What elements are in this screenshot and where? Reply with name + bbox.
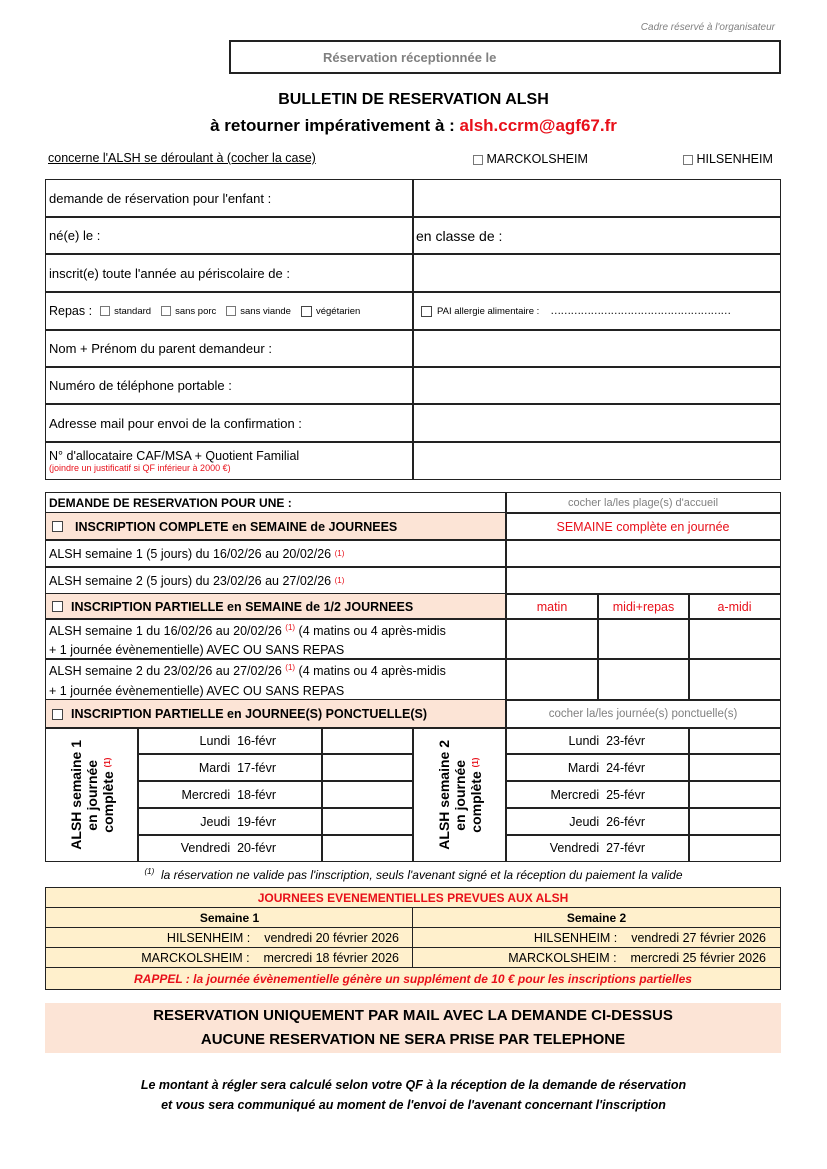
vertical-line: en journée bbox=[84, 759, 100, 830]
punctual-days-hint: cocher la/les journée(s) ponctuelle(s) bbox=[505, 699, 781, 729]
week1-midi-check[interactable] bbox=[597, 618, 690, 660]
checkbox-icon[interactable] bbox=[683, 155, 693, 165]
day-row bbox=[505, 807, 690, 836]
day-date: 20-févr bbox=[237, 841, 276, 855]
col-matin: matin bbox=[505, 593, 599, 620]
week-detail: (4 matins ou 4 après-midis bbox=[295, 624, 446, 639]
week-detail: (4 matins ou 4 après-midis bbox=[295, 664, 446, 679]
footnote-ref: (1) bbox=[103, 756, 112, 767]
week-label: ALSH semaine 1 (5 jours) du 16/02/26 au 20/02/26 bbox=[49, 546, 332, 561]
location-label: concerne l'ALSH se déroulant à (cocher la case) bbox=[48, 151, 316, 165]
location-option-label: HILSENHEIM bbox=[696, 152, 773, 166]
return-instruction bbox=[0, 116, 827, 136]
footnote bbox=[0, 867, 827, 882]
banner-line-2: AUCUNE RESERVATION NE SERA PRISE PAR TELEPHONE bbox=[200, 1031, 626, 1048]
event-date: vendredi 20 février 2026 bbox=[264, 931, 399, 945]
class-label: en classe de : bbox=[416, 227, 503, 244]
day-name: Jeudi bbox=[200, 814, 231, 829]
parent-name-label: Nom + Prénom du parent demandeur : bbox=[45, 329, 414, 368]
day-check[interactable] bbox=[688, 753, 781, 782]
day-row bbox=[137, 780, 323, 809]
half-day-checkbox[interactable] bbox=[52, 601, 63, 612]
day-row bbox=[137, 753, 323, 782]
half-day-row bbox=[45, 658, 507, 701]
vertical-line: complète bbox=[467, 770, 484, 833]
day-check[interactable] bbox=[321, 753, 414, 782]
vertical-line: complète bbox=[100, 770, 116, 833]
half-day-option[interactable] bbox=[45, 593, 507, 620]
child-name-label: demande de réservation pour l'enfant : bbox=[45, 179, 414, 218]
event-place: MARCKOLSHEIM : bbox=[508, 951, 617, 965]
vertical-line: ALSH semaine 1 bbox=[68, 739, 84, 850]
location-option-marckolsheim[interactable] bbox=[473, 152, 588, 166]
pai-row bbox=[412, 291, 781, 331]
complete-week2-check[interactable] bbox=[505, 566, 781, 595]
meal-no-pork-checkbox[interactable] bbox=[161, 306, 171, 316]
week1-matin-check[interactable] bbox=[505, 618, 599, 660]
week-detail-2: + 1 journée évènementielle) AVEC OU SANS REPAS bbox=[49, 643, 345, 658]
week1-vertical-label bbox=[45, 727, 139, 862]
day-check[interactable] bbox=[688, 834, 781, 862]
complete-week-row bbox=[45, 539, 507, 568]
footnote-text: la réservation ne valide pas l'inscription, seuls l'avenant signé et la réception du paiement la valide bbox=[160, 868, 683, 882]
events-week1-header: Semaine 1 bbox=[45, 907, 414, 929]
complete-week1-check[interactable] bbox=[505, 539, 781, 568]
pai-field[interactable]: ……………………………………………… bbox=[550, 305, 731, 317]
week-detail-2: + 1 journée évènementielle) AVEC OU SANS REPAS bbox=[49, 683, 345, 698]
day-date: 24-févr bbox=[606, 760, 645, 775]
day-row bbox=[505, 780, 690, 809]
day-check[interactable] bbox=[321, 780, 414, 809]
day-row bbox=[505, 753, 690, 782]
day-row bbox=[137, 727, 323, 755]
day-date: 19-févr bbox=[237, 814, 276, 829]
caf-note: (joindre un justificatif si QF inférieur à 2000 €) bbox=[49, 462, 231, 473]
day-name: Mercredi bbox=[181, 787, 231, 802]
mail-only-banner bbox=[45, 1003, 781, 1053]
events-title: JOURNEES EVENEMENTIELLES PREVUES AUX ALSH bbox=[45, 887, 781, 909]
complete-week-row bbox=[45, 566, 507, 595]
day-check[interactable] bbox=[321, 834, 414, 862]
day-date: 27-févr bbox=[606, 841, 645, 855]
caf-field[interactable] bbox=[412, 441, 781, 480]
day-check[interactable] bbox=[321, 807, 414, 836]
day-date: 23-févr bbox=[606, 734, 645, 748]
periscolaire-label: inscrit(e) toute l'année au périscolaire de : bbox=[45, 253, 414, 293]
child-name-field[interactable] bbox=[412, 179, 781, 218]
punctual-days-title: INSCRIPTION PARTIELLE en JOURNEE(S) PONCTUELLE(S) bbox=[71, 707, 428, 721]
checkbox-icon[interactable] bbox=[473, 155, 483, 165]
received-date-box[interactable] bbox=[229, 40, 781, 74]
email-field[interactable] bbox=[412, 403, 781, 443]
closing-line-2: et vous sera communiqué au moment de l'envoi de l'avenant concernant l'inscription bbox=[161, 1098, 666, 1112]
day-name: Jeudi bbox=[569, 814, 600, 829]
col-midi-repas: midi+repas bbox=[597, 593, 690, 620]
event-place: HILSENHEIM : bbox=[533, 931, 618, 945]
half-day-row bbox=[45, 618, 507, 660]
week1-vertical-text bbox=[68, 740, 116, 850]
week2-vertical-label bbox=[412, 727, 507, 862]
day-name: Mercredi bbox=[550, 787, 600, 802]
col-a-midi: a-midi bbox=[688, 593, 781, 620]
event-place: MARCKOLSHEIM : bbox=[141, 951, 250, 965]
week1-amidi-check[interactable] bbox=[688, 618, 781, 660]
week-label: ALSH semaine 2 du 23/02/26 au 27/02/26 bbox=[49, 664, 282, 679]
reservation-header: DEMANDE DE RESERVATION POUR UNE : bbox=[45, 492, 507, 514]
day-row bbox=[137, 807, 323, 836]
phone-label: Numéro de téléphone portable : bbox=[45, 366, 414, 405]
meals-label: Repas : bbox=[49, 304, 93, 318]
punctual-days-option[interactable] bbox=[45, 699, 507, 729]
meal-vegetarian-checkbox[interactable] bbox=[301, 306, 312, 317]
pai-label: PAI allergie alimentaire : bbox=[437, 305, 540, 317]
page-title: BULLETIN DE RESERVATION ALSH bbox=[278, 91, 549, 108]
day-date: 25-févr bbox=[606, 787, 645, 802]
footnote-ref: (1) bbox=[334, 549, 345, 558]
meal-vegetarian-label: végétarien bbox=[315, 305, 361, 317]
closing-line-1: Le montant à régler sera calculé selon votre QF à la réception de la demande de réservation bbox=[140, 1078, 687, 1092]
event-place: HILSENHEIM : bbox=[166, 931, 251, 945]
meal-no-meat-checkbox[interactable] bbox=[226, 306, 236, 316]
punctual-days-checkbox[interactable] bbox=[52, 709, 63, 720]
complete-week-option[interactable] bbox=[45, 512, 507, 541]
periscolaire-field[interactable] bbox=[412, 253, 781, 293]
return-label: à retourner impérativement à : bbox=[210, 116, 460, 135]
day-name: Vendredi bbox=[180, 841, 231, 855]
day-name: Vendredi bbox=[549, 841, 600, 855]
vertical-line: en journée bbox=[451, 759, 468, 830]
footnote-ref: (1) bbox=[285, 663, 296, 673]
organizer-note: Cadre réservé à l'organisateur bbox=[640, 22, 775, 33]
footnote-ref: (1) bbox=[285, 622, 296, 632]
location-option-label: MARCKOLSHEIM bbox=[486, 152, 588, 166]
day-name: Mardi bbox=[567, 760, 600, 775]
footnote-ref: (1) bbox=[470, 756, 480, 767]
day-row bbox=[505, 727, 690, 755]
caf-label-cell bbox=[45, 441, 414, 480]
day-check[interactable] bbox=[321, 727, 414, 755]
caf-label: N° d'allocataire CAF/MSA + Quotient Familial bbox=[49, 448, 300, 463]
day-name: Mardi bbox=[198, 760, 231, 775]
day-date: 17-févr bbox=[237, 760, 276, 775]
day-check[interactable] bbox=[688, 807, 781, 836]
class-field[interactable] bbox=[412, 216, 781, 255]
complete-week-column: SEMAINE complète en journée bbox=[505, 512, 781, 541]
event-entry bbox=[45, 947, 414, 969]
closing-note bbox=[0, 1075, 827, 1115]
day-row bbox=[137, 834, 323, 862]
parent-name-field[interactable] bbox=[412, 329, 781, 368]
vertical-line: ALSH semaine 2 bbox=[435, 739, 452, 850]
email-label: Adresse mail pour envoi de la confirmation : bbox=[45, 403, 414, 443]
meal-no-pork-label: sans porc bbox=[175, 305, 217, 317]
day-date: 18-févr bbox=[237, 787, 276, 802]
day-date: 26-févr bbox=[606, 814, 645, 829]
day-check[interactable] bbox=[688, 727, 781, 755]
location-option-hilsenheim[interactable] bbox=[683, 152, 773, 166]
complete-week-checkbox[interactable] bbox=[52, 521, 63, 532]
pai-checkbox[interactable] bbox=[421, 306, 432, 317]
meals-row bbox=[45, 291, 414, 331]
week2-vertical-text bbox=[436, 740, 484, 850]
complete-week-title: INSCRIPTION COMPLETE en SEMAINE de JOURNEES bbox=[75, 519, 398, 534]
meal-no-meat-label: sans viande bbox=[240, 305, 291, 317]
footnote-ref: (1) bbox=[334, 576, 345, 585]
meal-standard-label: standard bbox=[114, 305, 152, 317]
half-day-title: INSCRIPTION PARTIELLE en SEMAINE de 1/2 JOURNEES bbox=[71, 599, 414, 614]
week2-midi-check[interactable] bbox=[597, 658, 690, 701]
week2-matin-check[interactable] bbox=[505, 658, 599, 701]
received-date-label: Réservation réceptionnée le bbox=[323, 50, 497, 65]
event-date: mercredi 25 février 2026 bbox=[630, 951, 766, 965]
events-reminder: RAPPEL : la journée évènementielle génère un supplément de 10 € pour les inscriptions partielles bbox=[45, 967, 781, 990]
day-name: Lundi bbox=[568, 734, 600, 748]
day-row bbox=[505, 834, 690, 862]
footnote-mark: (1) bbox=[144, 867, 155, 876]
week2-amidi-check[interactable] bbox=[688, 658, 781, 701]
phone-field[interactable] bbox=[412, 366, 781, 405]
event-entry bbox=[45, 927, 414, 949]
day-name: Lundi bbox=[199, 734, 231, 748]
events-week2-header: Semaine 2 bbox=[412, 907, 781, 929]
day-check[interactable] bbox=[688, 780, 781, 809]
banner-line-1: RESERVATION UNIQUEMENT PAR MAIL AVEC LA DEMANDE CI-DESSUS bbox=[153, 1007, 673, 1024]
return-email-link[interactable]: alsh.ccrm@agf67.fr bbox=[459, 116, 617, 135]
event-date: mercredi 18 février 2026 bbox=[263, 951, 399, 965]
day-date: 16-févr bbox=[237, 734, 276, 748]
event-entry bbox=[412, 927, 781, 949]
meal-standard-checkbox[interactable] bbox=[100, 306, 110, 316]
week-label: ALSH semaine 2 (5 jours) du 23/02/26 au 27/02/26 bbox=[49, 573, 332, 588]
event-entry bbox=[412, 947, 781, 969]
event-date: vendredi 27 février 2026 bbox=[631, 931, 766, 945]
week-label: ALSH semaine 1 du 16/02/26 au 20/02/26 bbox=[49, 624, 282, 639]
birth-date-label: né(e) le : bbox=[45, 216, 414, 255]
reservation-hint: cocher la/les plage(s) d'accueil bbox=[505, 492, 781, 514]
